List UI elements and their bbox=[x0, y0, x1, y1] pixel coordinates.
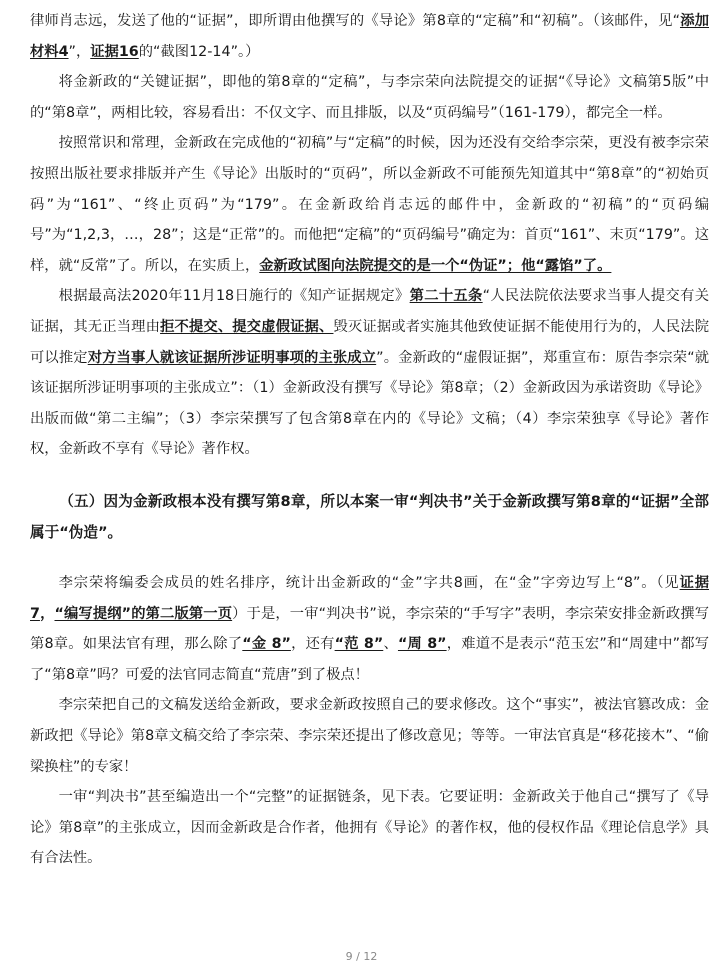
text-segment: “人民法院依法要求当事人提交有关证据，其无正当理由 bbox=[30, 288, 709, 335]
text-segment: 的“截图12-14”。） bbox=[138, 43, 260, 60]
paragraph-comparison bbox=[30, 67, 709, 128]
paragraph-handwriting bbox=[30, 568, 709, 690]
emphasis-false-evidence: 金新政试图向法院提交的是一个“伪证”；他“露馅”了。 bbox=[259, 257, 612, 274]
paragraph-email-evidence bbox=[30, 6, 709, 67]
text-segment: 一审“判决书”甚至编造出一个“完整”的证据链条，见下表。它要证明：金新政关于他自己“撰写了《导论》第8章”的主张成立，因而金新政是合作者，他拥有《导论》的著作权，他的侵权作品《理论信息学》具有合法性。 bbox=[30, 789, 709, 867]
emphasis-jin-8: “金 8” bbox=[242, 636, 291, 653]
emphasis-article-25: 第二十五条 bbox=[409, 288, 483, 305]
text-segment: ， bbox=[39, 605, 55, 622]
emphasis-refuse-false-evidence: 拒不提交、提交虚假证据、 bbox=[160, 318, 334, 335]
link-evidence-16: 证据16 bbox=[90, 43, 139, 60]
text-segment: 将金新政的“关键证据”，即他的第8章的“定稿”，与李宗荣向法院提交的证据“《导论》文稿第5版”中的“第8章”，两相比较，容易看出：不仅文字、而且排版，以及“页码编号”（161-179），都完全一样。 bbox=[30, 74, 709, 121]
text-segment: ）于是，一审“判决书”说，李宗荣的“手写字”表明，李宗荣安排金新政撰写第8章。如果法官有理，那么除了 bbox=[30, 605, 710, 653]
text-segment: 根据最高法2020年11月18日施行的《知产证据规定》 bbox=[58, 288, 410, 305]
section-heading-5: （五）因为金新政根本没有撰写第8章，所以本案一审“判决书”关于金新政撰写第8章的“证据”全部属于“伪造”。 bbox=[30, 492, 709, 541]
link-evidence-7: 证据7 bbox=[30, 575, 710, 622]
text-segment: ，难道不是表示“范玉宏”和“周建中”都写了“第8章”吗？可爱的法官同志简直“荒唐”到了极点！ bbox=[30, 636, 709, 683]
paragraph-legal-provision bbox=[30, 281, 709, 465]
paragraph-evidence-chain bbox=[30, 782, 709, 874]
text-segment: ”， bbox=[68, 43, 91, 60]
page-number: 9 / 12 bbox=[345, 950, 378, 963]
paragraph-page-numbers bbox=[30, 128, 709, 281]
paragraph-manuscript bbox=[30, 690, 709, 782]
link-added-material-4: 添加材料4 bbox=[30, 13, 709, 60]
text-segment: 毁灭证据或者实施其他致使证据不能使用行为的，人民法院可以推定 bbox=[30, 318, 710, 366]
emphasis-zhou-8: “周 8” bbox=[397, 636, 447, 653]
text-segment: 李宗荣把自己的文稿发送给金新政，要求金新政按照自己的要求修改。这个“事实”，被法官篡改成：金新政把《导论》第8章文稿交给了李宗荣、李宗荣还提出了修改意见；等等。一审法官真是“移花接木”、“偷梁换柱”的专家！ bbox=[30, 697, 709, 775]
emphasis-fan-8: “范 8” bbox=[334, 636, 384, 653]
text-segment: 李宗荣将编委会成员的姓名排序，统计出金新政的“金”字共8画，在“金”字旁边写上“8”。（见 bbox=[58, 575, 680, 592]
text-segment: ，还有 bbox=[290, 636, 335, 653]
link-outline-page-1: “编写提纲”的第二版第一页 bbox=[54, 605, 233, 622]
text-segment: 、 bbox=[383, 636, 398, 653]
text-segment: 按照常识和常理，金新政在完成他的“初稿”与“定稿”的时候，因为还没有交给李宗荣，更没有被李宗荣按照出版社要求排版并产生《导论》出版时的“页码”，所以金新政不可能预先知道其中“第8章”的“初始页码”为“161”、“终止页码”为“179”。在金新政给肖志远的邮件中，金新政的“初稿”的“页码编号”为“1,2,3，…，28”；这是“正常”的。而他把“定稿”的“页码编号”确定为：首页“161”、末页“179”。这样，就“反常”了。所以，在实质上， bbox=[30, 135, 709, 274]
text-segment: ”。金新政的“虚假证据”，郑重宣布：原告李宗荣“就该证据所涉证明事项的主张成立”：（1）金新政没有撰写《导论》第8章；（2）金新政因为承诺资助《导论》出版而做“第二主编”；（3）李宗荣撰写了包含第8章在内的《导论》文稿；（4）李宗荣独享《导论》著作权，金新政不享有《导论》著作权。 bbox=[30, 349, 710, 458]
emphasis-claim-established: 对方当事人就该证据所涉证明事项的主张成立 bbox=[87, 349, 377, 366]
text-segment: 律师肖志远，发送了他的“证据”，即所谓由他撰写的《导论》第8章的“定稿”和“初稿”。（该邮件，见“ bbox=[30, 13, 680, 29]
